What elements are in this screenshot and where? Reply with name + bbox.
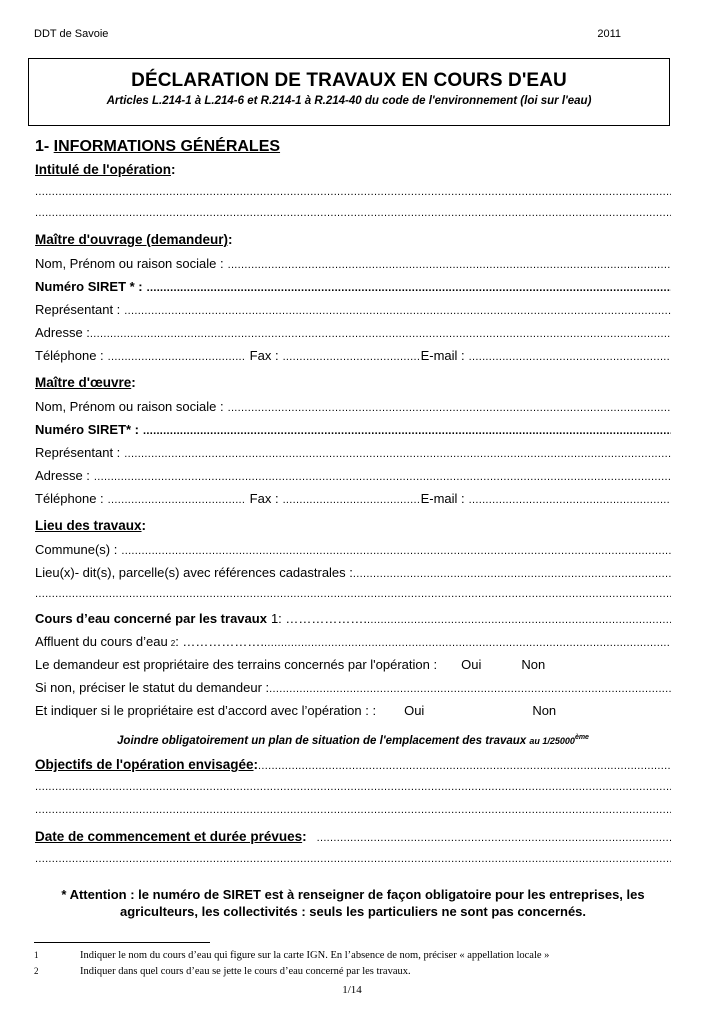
moe-email-label: E-mail : — [420, 491, 465, 506]
accord-label: Et indiquer si le propriétaire est d’accord avec l’opération : : — [35, 703, 377, 718]
proprietaire-non-option[interactable]: Non — [521, 657, 546, 672]
maitre-oeuvre-colon: : — [131, 375, 136, 390]
plan-note — [35, 734, 671, 747]
fill-dots — [367, 614, 671, 626]
fill-dots — [121, 545, 671, 557]
fill-dots — [35, 804, 671, 816]
moe-representant-field[interactable] — [35, 445, 671, 468]
proprietaire-question — [35, 657, 671, 680]
page-number: 1/14 — [342, 984, 362, 996]
fill-dots — [317, 832, 671, 844]
maitre-oeuvre-label: Maître d'œuvre — [35, 375, 132, 390]
maitre-ouvrage-colon: : — [228, 232, 233, 247]
moe-telephone-label: Téléphone : — [35, 491, 104, 506]
proprietaire-label: Le demandeur est propriétaire des terrains concernés par l'opération : — [35, 657, 438, 672]
section-title — [35, 138, 671, 156]
footnote-2-number: 2 — [34, 966, 39, 976]
title-box — [28, 58, 670, 126]
lieu-colon: : — [141, 518, 147, 533]
section-number: 1- — [35, 138, 54, 155]
affluent-ellipsis: : ………………. — [175, 634, 265, 649]
objectifs-field-3[interactable] — [35, 804, 671, 827]
moe-contact-field[interactable] — [35, 491, 671, 514]
fax-dots[interactable] — [283, 494, 421, 506]
fax-dots[interactable] — [283, 351, 421, 363]
proprietaire-oui-option[interactable]: Oui — [461, 657, 482, 672]
mo-email-label: E-mail : — [420, 348, 465, 363]
fill-dots — [143, 425, 671, 437]
mo-adresse-label: Adresse : — [35, 325, 90, 340]
fill-dots — [269, 683, 671, 695]
fill-dots — [147, 282, 671, 294]
intitule-field-2[interactable] — [35, 207, 671, 228]
footnote-separator — [34, 942, 210, 943]
fill-dots — [258, 760, 671, 772]
cours-eau-label: Cours d’eau concerné par les travaux — [35, 611, 267, 626]
plan-note-text: Joindre obligatoirement un plan de situation de l'emplacement des travaux — [117, 734, 527, 747]
moe-nom-field[interactable] — [35, 399, 671, 422]
mo-siret-field[interactable] — [35, 279, 671, 302]
maitre-oeuvre-heading — [35, 375, 671, 399]
date-colon: : — [302, 828, 307, 844]
communes-field[interactable] — [35, 542, 671, 565]
intitule-colon: : — [170, 162, 176, 177]
objectifs-label: Objectifs de l'opération envisagée — [35, 756, 254, 772]
maitre-ouvrage-label: Maître d'ouvrage (demandeur) — [35, 232, 228, 247]
fill-dots — [35, 853, 671, 865]
footnote-1-number: 1 — [34, 950, 39, 960]
plan-note-scale: au 1/25000 — [529, 735, 575, 746]
fill-dots — [94, 471, 671, 483]
email-dots[interactable] — [469, 351, 671, 363]
moe-siret-label: Numéro SIRET* : — [35, 422, 140, 437]
footnote-ref-1: 1 — [270, 611, 279, 626]
footnote-2-text: Indiquer dans quel cours d’eau se jette le cours d’eau concerné par les travaux. — [80, 966, 411, 977]
intitule-label: Intitulé de l'opération — [35, 162, 171, 177]
moe-fax-label: Fax : — [249, 491, 279, 506]
moe-nom-label: Nom, Prénom ou raison sociale : — [35, 399, 224, 414]
moe-representant-label: Représentant : — [35, 445, 121, 460]
fill-dots — [35, 781, 671, 793]
document-subtitle: Articles L.214-1 à L.214-6 et R.214-1 à R.214-40 du code de l'environnement (loi sur l'eau) — [106, 95, 592, 107]
maitre-ouvrage-heading — [35, 232, 671, 256]
plan-note-sup: ème — [574, 734, 589, 741]
document-title: DÉCLARATION DE TRAVAUX EN COURS D'EAU — [131, 70, 567, 91]
header-left: DDT de Savoie — [34, 28, 109, 40]
accord-question — [35, 703, 671, 726]
objectifs-field-2[interactable] — [35, 781, 671, 804]
mo-representant-field[interactable] — [35, 302, 671, 325]
lieu-label: Lieu des travaux — [35, 518, 142, 533]
lieux-dits-label: Lieu(x)- dit(s), parcelle(s) avec références cadastrales : — [35, 565, 353, 580]
mo-representant-label: Représentant : — [35, 302, 121, 317]
fill-dots — [124, 448, 671, 460]
fill-dots — [35, 207, 671, 219]
cours-eau-ellipsis: : ………………. — [278, 611, 368, 626]
mo-adresse-field[interactable] — [35, 325, 671, 348]
fill-dots — [35, 588, 671, 600]
form-content — [35, 138, 671, 920]
mo-nom-label: Nom, Prénom ou raison sociale : — [35, 256, 224, 271]
moe-adresse-field[interactable] — [35, 468, 671, 491]
section-heading: INFORMATIONS GÉNÉRALES — [53, 138, 281, 155]
cours-eau-field[interactable] — [35, 611, 671, 634]
footnote-1-text: Indiquer le nom du cours d’eau qui figure sur la carte IGN. En l’absence de nom, préciser « appellation locale » — [80, 950, 550, 961]
intitule-heading — [35, 162, 671, 186]
moe-siret-field[interactable] — [35, 422, 671, 445]
accord-non-option[interactable]: Non — [532, 703, 557, 718]
statut-label: Si non, préciser le statut du demandeur : — [35, 680, 270, 695]
mo-siret-label: Numéro SIRET * : — [35, 279, 143, 294]
moe-adresse-label: Adresse : — [35, 468, 90, 483]
accord-oui-option[interactable]: Oui — [404, 703, 425, 718]
mo-contact-field[interactable] — [35, 348, 671, 371]
affluent-label: Affluent du cours d’eau — [35, 634, 168, 649]
footnote-ref-2: 2 — [170, 639, 176, 648]
fill-dots — [353, 568, 671, 580]
mo-fax-label: Fax : — [249, 348, 279, 363]
fill-dots — [264, 637, 671, 649]
footnote-2 — [34, 966, 411, 977]
fill-dots — [228, 259, 671, 271]
date-field[interactable] — [35, 829, 671, 853]
header-year: 2011 — [597, 28, 621, 40]
lieux-dits-field-2[interactable] — [35, 588, 671, 611]
communes-label: Commune(s) : — [35, 542, 118, 557]
footnote-1 — [34, 950, 549, 961]
mo-telephone-label: Téléphone : — [35, 348, 104, 363]
date-field-2[interactable] — [35, 853, 671, 876]
siret-attention-note: * Attention : le numéro de SIRET est à renseigner de façon obligatoire pour les entreprises, les agriculteurs, les collectivités : seuls les particuliers ne sont pas concernés. — [61, 886, 645, 919]
mo-nom-field[interactable] — [35, 256, 671, 279]
intitule-field-1[interactable] — [35, 186, 671, 207]
lieux-dits-field[interactable] — [35, 565, 671, 588]
objectifs-field[interactable] — [35, 757, 671, 781]
fill-dots — [124, 305, 671, 317]
affluent-field[interactable] — [35, 634, 671, 657]
lieu-heading — [35, 518, 671, 542]
statut-field[interactable] — [35, 680, 671, 703]
telephone-dots[interactable] — [108, 494, 244, 506]
objectifs-colon: : — [253, 756, 259, 772]
email-dots[interactable] — [469, 494, 671, 506]
telephone-dots[interactable] — [108, 351, 244, 363]
fill-dots — [90, 328, 671, 340]
fill-dots — [228, 402, 671, 414]
date-label: Date de commencement et durée prévues — [35, 828, 303, 844]
fill-dots — [35, 186, 671, 198]
